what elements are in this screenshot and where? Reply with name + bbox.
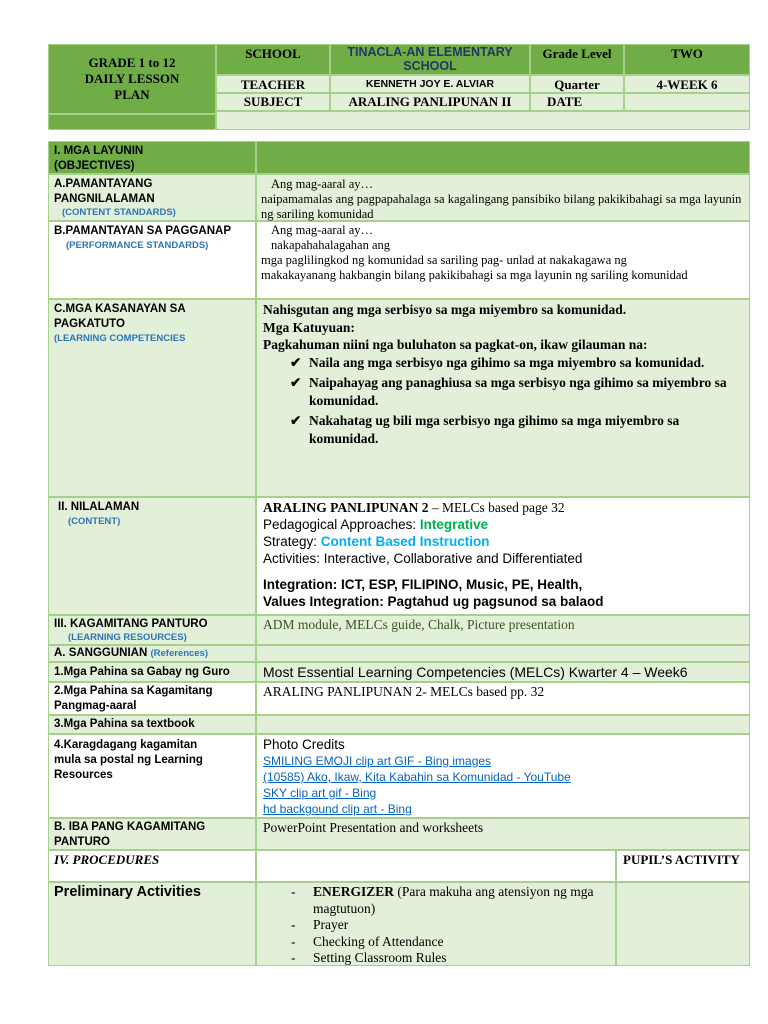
- additional-materials-cell: [256, 734, 750, 818]
- pedagogical-value: Integrative: [419, 517, 489, 532]
- credit-link-sky[interactable]: SKY clip art gif - Bing: [263, 786, 377, 800]
- check-icon: ✔: [290, 354, 302, 370]
- grade-label: Grade Level: [530, 44, 624, 75]
- strategy-label: Strategy:: [263, 534, 321, 549]
- content-label: II. NILALAMAN: [58, 501, 140, 513]
- content-cell: [256, 497, 750, 615]
- objectives-label: I. MGA LAYUNIN (OBJECTIVES): [48, 141, 256, 174]
- photo-credits-title: Photo Credits: [263, 737, 345, 752]
- resources-label: III. KAGAMITANG PANTURO: [54, 618, 208, 630]
- teacher-guide-label: 1.Mga Pahina sa Gabay ng Guro: [48, 662, 256, 682]
- energizer-desc: (Para makuha ang atensiyon ng mga magtutuon): [313, 884, 594, 916]
- competencies-label-cell: [48, 299, 256, 497]
- subject-value: ARALING PANLIPUNAN II: [330, 93, 530, 111]
- date-value: [624, 93, 750, 111]
- resources-label-cell: [48, 615, 256, 645]
- preliminary-activities-cell: [256, 882, 616, 966]
- school-value: TINACLA-AN ELEMENTARY SCHOOL: [330, 44, 530, 75]
- references-sub: (References): [150, 648, 209, 659]
- plan-title: GRADE 1 to 12 DAILY LESSON PLAN: [84, 55, 180, 102]
- date-label: DATE: [530, 93, 624, 111]
- resources-sub: (LEARNING RESOURCES): [68, 632, 187, 643]
- learner-material-value: ARALING PANLIPUNAN 2- MELCs based pp. 32: [256, 682, 750, 715]
- resources-value: ADM module, MELCs guide, Chalk, Picture presentation: [256, 615, 750, 645]
- energizer-item: [261, 884, 611, 917]
- check-icon: ✔: [290, 413, 302, 428]
- textbook-value: [256, 715, 750, 734]
- performance-standards-label-cell: [48, 221, 256, 299]
- references-label: A. SANGGUNIAN: [54, 647, 148, 659]
- content-values: Values Integration: Pagtahud ug pagsunod sa balaod: [263, 594, 604, 609]
- preliminary-activities-label: Preliminary Activities: [48, 882, 256, 966]
- teacher-label: TEACHER: [216, 75, 330, 93]
- competency-item: ✔ Naila ang mga serbisyo nga gihimo sa mga miyembro sa komunidad.: [290, 354, 705, 370]
- content-standards-text: naipamamalas ang pagpapahalaga sa kagalingang pansibiko bilang pakikibahagi sa mga layunin ng sariling komunidad: [261, 192, 742, 221]
- competency-item: ✔ Nakahatag ug bili mga serbisyo nga gihimo sa mga miyembro sa komunidad.: [290, 413, 680, 446]
- competencies-sub: (LEARNING COMPETENCIES: [54, 333, 186, 344]
- quarter-label: Quarter: [530, 75, 624, 93]
- school-label: SCHOOL: [216, 44, 330, 75]
- content-sub: (CONTENT): [68, 516, 121, 527]
- quarter-value: 4-WEEK 6: [624, 75, 750, 93]
- performance-standards-line1: nakapahahalagahan ang: [271, 238, 391, 252]
- performance-standards-sub: (PERFORMANCE STANDARDS): [66, 240, 209, 251]
- performance-standards-intro: Ang mag-aaral ay…: [271, 223, 374, 237]
- competencies-katuyuan: Mga Katuyuan:: [263, 319, 355, 335]
- pupil-activity-label: PUPIL’S ACTIVITY: [616, 850, 750, 882]
- competencies-label: C.MGA KASANAYAN SA PAGKATUTO: [54, 303, 186, 330]
- pedagogical-label: Pedagogical Approaches:: [263, 517, 420, 532]
- content-ap-rest: – MELCs based page 32: [428, 500, 565, 515]
- procedure-item: - Checking of Attendance: [261, 934, 611, 951]
- other-materials-label: B. IBA PANG KAGAMITANG PANTURO: [48, 818, 256, 850]
- performance-standards-cell: [256, 221, 750, 299]
- content-standards-sub: (CONTENT STANDARDS): [62, 207, 176, 218]
- content-integration: Integration: ICT, ESP, FILIPINO, Music, PE, Health,: [263, 577, 583, 592]
- content-standards-intro: Ang mag-aaral ay…: [271, 177, 374, 191]
- other-materials-value: PowerPoint Presentation and worksheets: [256, 818, 750, 850]
- check-icon: ✔: [290, 375, 302, 390]
- content-ap-title: ARALING PANLIPUNAN 2: [263, 500, 429, 515]
- content-activities: Activities: Interactive, Collaborative and Differentiated: [263, 551, 583, 566]
- grade-value: TWO: [624, 44, 750, 75]
- credit-link-background[interactable]: hd backgound clip art - Bing: [263, 802, 412, 816]
- header-spacer-left: [48, 114, 216, 130]
- preliminary-pupil-cell: [616, 882, 750, 966]
- references-label-cell: [48, 645, 256, 662]
- content-standards-label-cell: [48, 174, 256, 221]
- objectives-header-fill: [256, 141, 750, 174]
- content-strategy: [263, 533, 743, 550]
- competencies-main: Nahisgutan ang mga serbisyo sa mga miyembro sa komunidad.: [263, 302, 627, 317]
- textbook-label: 3.Mga Pahina sa textbook: [48, 715, 256, 734]
- performance-standards-label: B.PAMANTAYAN SA PAGGANAP: [54, 225, 231, 237]
- procedures-label: IV. PROCEDURES: [48, 850, 256, 882]
- additional-materials-label: 4.Karagdagang kagamitan mula sa postal ng Learning Resources: [48, 734, 256, 818]
- subject-label: SUBJECT: [216, 93, 330, 111]
- credit-link-youtube[interactable]: (10585) Ako, Ikaw, Kita Kabahin sa Komunidad - YouTube: [263, 770, 571, 784]
- content-ap-line: [263, 499, 743, 516]
- procedure-item: - Setting Classroom Rules: [261, 950, 611, 967]
- learner-material-label: 2.Mga Pahina sa Kagamitang Pangmag-aaral: [48, 682, 256, 715]
- procedures-teacher-col: [256, 850, 616, 882]
- content-standards-cell: [256, 174, 750, 221]
- performance-standards-line2: mga paglilingkod ng komunidad sa sariling pag- unlad at nakakagawa ng makakayanang hakbangin bilang pakikibahagi sa mga layunin ng sariling komunidad: [261, 253, 688, 282]
- energizer-title: ENERGIZER: [313, 884, 395, 899]
- procedure-item: - Prayer: [261, 917, 611, 934]
- content-pedagogical: [263, 516, 743, 533]
- content-label-cell: [48, 497, 256, 615]
- competencies-intro: Pagkahuman niini nga buluhaton sa pagkat-on, ikaw gilauman na:: [263, 337, 648, 352]
- strategy-value: Content Based Instruction: [320, 534, 490, 549]
- content-standards-label: A.PAMANTAYANG PANGNILALAMAN: [54, 178, 155, 205]
- teacher-value: KENNETH JOY E. ALVIAR: [330, 75, 530, 93]
- plan-title-cell: [48, 44, 216, 114]
- credit-link-smiling-emoji[interactable]: SMILING EMOJI clip art GIF - Bing images: [263, 754, 492, 768]
- references-value: [256, 645, 750, 662]
- competencies-cell: [256, 299, 750, 497]
- teacher-guide-value: Most Essential Learning Competencies (MELCs) Kwarter 4 – Week6: [256, 662, 750, 682]
- competency-item: ✔ Naipahayag ang panaghiusa sa mga serbisyo nga gihimo sa miyembro sa komunidad.: [290, 375, 727, 408]
- header-spacer-right: [216, 111, 750, 130]
